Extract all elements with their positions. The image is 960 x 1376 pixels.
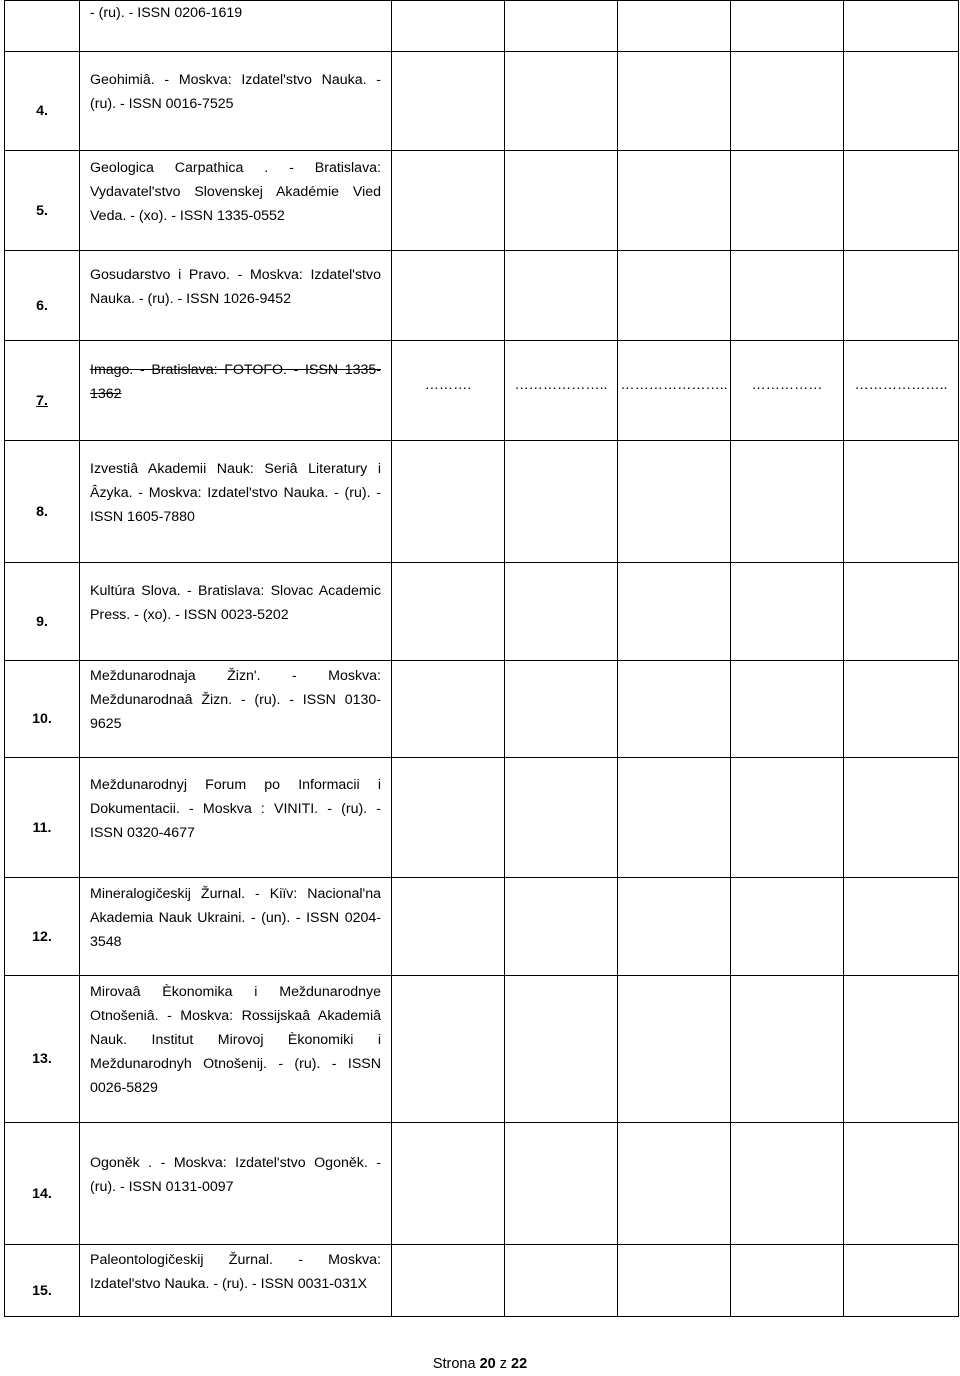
journal-title: Paleontologičeskij Žurnal. - Moskva: Izdatel'stvo Nauka. - (ru). - ISSN 0031-031X [80, 1245, 392, 1317]
table-row [5, 758, 959, 878]
row-number: 6. [5, 251, 80, 341]
table-row [5, 52, 959, 151]
dotted-placeholder: ……………….. [844, 341, 959, 441]
current-page: 20 [479, 1356, 496, 1372]
footer-separator: z [499, 1356, 507, 1372]
table-row [5, 1245, 959, 1317]
table-row [5, 976, 959, 1123]
row-number: 8. [5, 441, 80, 563]
footer-prefix: Strona [432, 1356, 476, 1372]
journal-title: Mineralogičeskij Žurnal. - Kiïv: Nacional'na Akademia Nauk Ukraini. - (un). - ISSN 0204-3548 [80, 878, 392, 976]
table-row [5, 341, 959, 441]
dotted-placeholder: ……………….. [505, 341, 618, 441]
journal-title: Meždunarodnyj Forum po Informacii i Dokumentacii. - Moskva : VINITI. - (ru). - ISSN 0320-4677 [80, 758, 392, 878]
table-row [5, 151, 959, 251]
row-number: 13. [5, 976, 80, 1123]
row-number: 12. [5, 878, 80, 976]
table-row [5, 251, 959, 341]
table-row [5, 661, 959, 758]
table-row [5, 441, 959, 563]
row-number: 5. [5, 151, 80, 251]
row-number: 11. [5, 758, 80, 878]
dotted-placeholder: ………………….. [618, 341, 731, 441]
table-row [5, 1, 959, 52]
journal-title: Izvestiâ Akademii Nauk: Seriâ Literatury i Âzyka. - Moskva: Izdatel'stvo Nauka. - (ru). - ISSN 1605-7880 [80, 441, 392, 563]
total-pages: 22 [511, 1356, 528, 1372]
row-number: 14. [5, 1123, 80, 1245]
row-number: 9. [5, 563, 80, 661]
dotted-placeholder: …………… [731, 341, 844, 441]
journal-title: Imago. - Bratislava: FOTOFO. - ISSN 1335-1362 [80, 341, 392, 441]
journal-title: Kultúra Slova. - Bratislava: Slovac Academic Press. - (xo). - ISSN 0023-5202 [80, 563, 392, 661]
journal-title: Geohimiâ. - Moskva: Izdatel'stvo Nauka. - (ru). - ISSN 0016-7525 [80, 52, 392, 151]
journal-title: Geologica Carpathica . - Bratislava: Vydavatel'stvo Slovenskej Akadémie Vied Veda. - (xo). - ISSN 1335-0552 [80, 151, 392, 251]
table-row [5, 563, 959, 661]
journal-title: Mirovaâ Èkonomika i Meždunarodnye Otnošeniâ. - Moskva: Rossijskaâ Akademiâ Nauk. Institut Mirovoj Èkonomiki i Meždunarodnyh Otnošenij. - (ru). - ISSN 0026-5829 [80, 976, 392, 1123]
row-number [5, 1, 80, 52]
row-number: 4. [5, 52, 80, 151]
table-row [5, 878, 959, 976]
page-footer [0, 1356, 960, 1372]
journal-title: Gosudarstvo i Pravo. - Moskva: Izdatel'stvo Nauka. - (ru). - ISSN 1026-9452 [80, 251, 392, 341]
journal-title: Ogoněk . - Moskva: Izdatel'stvo Ogoněk. - (ru). - ISSN 0131-0097 [80, 1123, 392, 1245]
journal-title: - (ru). - ISSN 0206-1619 [80, 1, 392, 52]
row-number: 15. [5, 1245, 80, 1317]
row-number: 7. [5, 341, 80, 441]
journal-title: Meždunarodnaja Žizn'. - Moskva: Meždunarodnaâ Žizn. - (ru). - ISSN 0130-9625 [80, 661, 392, 758]
table-row [5, 1123, 959, 1245]
journal-table [4, 0, 959, 1317]
row-number: 10. [5, 661, 80, 758]
dotted-placeholder: ………. [392, 341, 505, 441]
